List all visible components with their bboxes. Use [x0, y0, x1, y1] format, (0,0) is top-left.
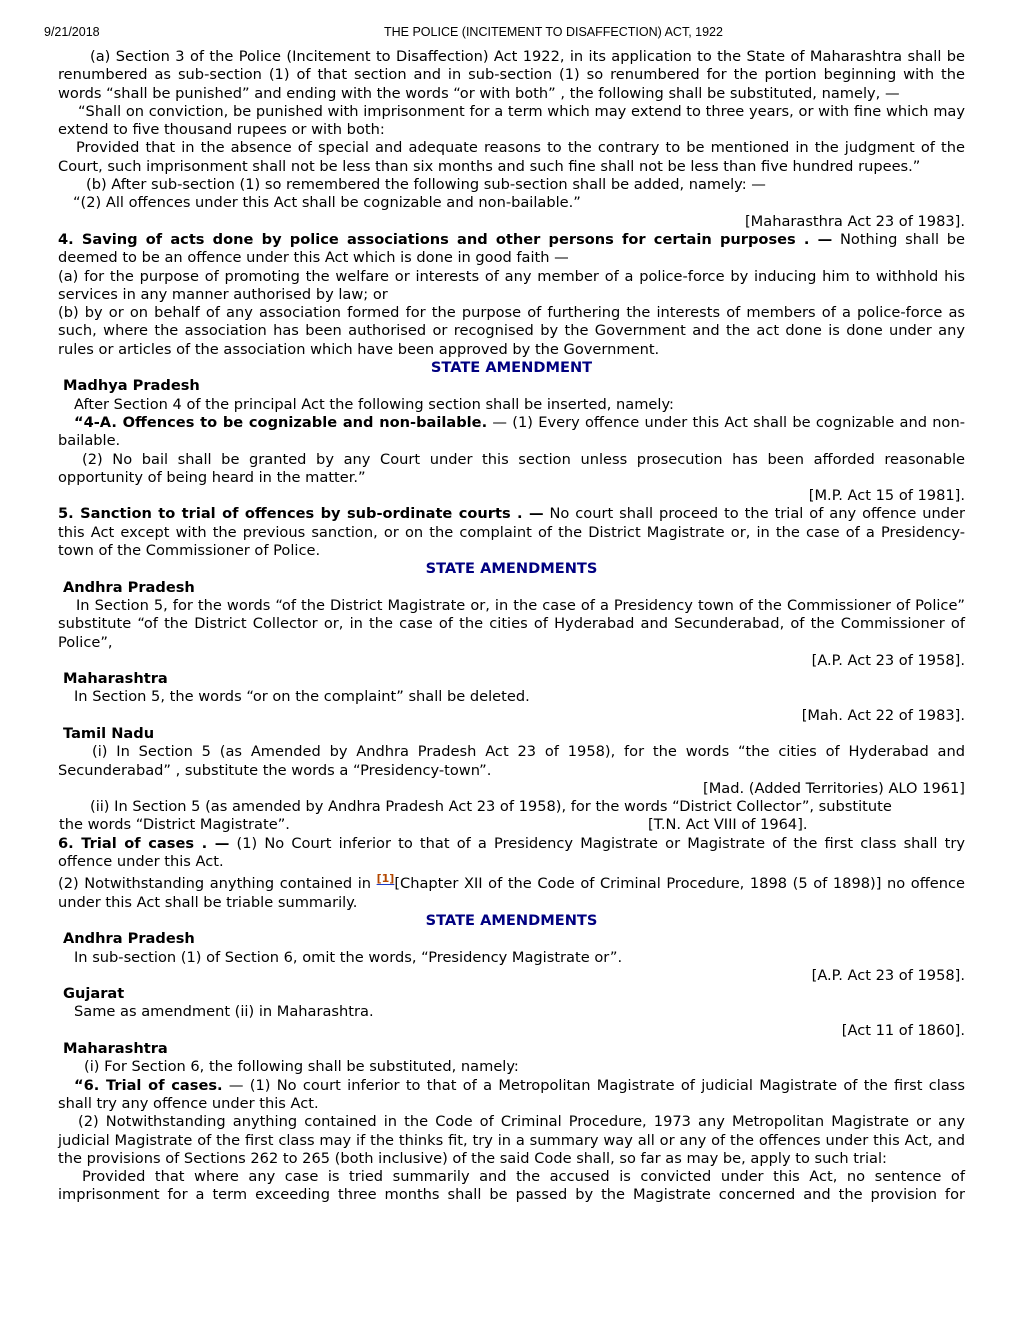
state-name: Gujarat [63, 985, 125, 1003]
state-name: Andhra Pradesh [63, 930, 195, 948]
amendment-text-end [58, 816, 965, 834]
amendment-text: (i) In Section 5 (as Amended by Andhra Pradesh Act 23 of 1958), for the words “the cities of Hyderabad and Secunderabad” , substitute the words a “Presidency-town”. [58, 743, 965, 779]
clause-b: (b) After sub-section (1) so remembered the following sub-section shall be added, namely: — [86, 176, 766, 194]
citation: [T.N. Act VIII of 1964]. [648, 816, 808, 834]
citation: [A.P. Act 23 of 1958]. [811, 651, 965, 669]
section-4-text: Nothing shall be deemed to be an offence under this Act which is done in good faith — [58, 230, 965, 267]
section-5-text: No court shall proceed to the trial of any offence under this Act except with the previous sanction, or on the complaint of the District Magistrate or, in the case of a Presidency-town of the Commissioner of Police. [58, 505, 965, 560]
section-4-clause-b: (b) by or on behalf of any association formed for the purpose of furthering the interests of members of a police-force as such, where the association has been authorised or recognised by the Government and the act done is done under any rules or articles of the association which have been approved by the Government. [58, 304, 965, 358]
amendment-text: Same as amendment (ii) in Maharashtra. [74, 1003, 374, 1021]
footnote-link[interactable]: [1] [376, 872, 395, 886]
print-date: 9/21/2018 [44, 25, 100, 39]
citation: [M.P. Act 15 of 1981]. [808, 487, 965, 505]
page-header-title: THE POLICE (INCITEMENT TO DISAFFECTION) ACT, 1922 [384, 25, 723, 39]
section-4a-text: — (1) Every offence under this Act shall be cognizable and non-bailable. [58, 413, 965, 450]
amendment-text: (i) For Section 6, the following shall be substituted, namely: [84, 1058, 519, 1076]
state-name: Andhra Pradesh [63, 578, 195, 596]
section-4a-2: (2) No bail shall be granted by any Court under this section unless prosecution has been afforded reasonable opportunity of being heard in the matter.” [58, 450, 965, 486]
substituted-proviso: Provided that where any case is tried summarily and the accused is convicted under this Act, no sentence of imprisonment for a term exceeding three months shall be passed by the Magistrate concerned and the provision for [58, 1168, 965, 1204]
section-6-heading: 6. Trial of cases . — [58, 834, 230, 852]
section-4a-heading: “4-A. Offences to be cognizable and non-bailable. [74, 413, 488, 431]
section-6-2 [58, 872, 965, 912]
section-6 [58, 835, 965, 872]
state-name: Madhya Pradesh [63, 377, 200, 395]
section-6-2-text-rest: [Chapter XII of the Code of Criminal Procedure, 1898 (5 of 1898)] no offence under this Act shall be triable summarily. [58, 875, 965, 911]
subsection-2: “(2) All offences under this Act shall be cognizable and non-bailable.” [73, 194, 581, 212]
section-4a [58, 414, 965, 451]
state-name: Tamil Nadu [63, 724, 155, 742]
substituted-section-6 [58, 1077, 965, 1114]
citation: [Mah. Act 22 of 1983]. [801, 706, 965, 724]
section-6-2-text: (2) Notwithstanding anything contained in [58, 875, 377, 893]
amendment-text: In Section 5, for the words “of the District Magistrate or, in the case of a Presidency town of the Commissioner of Police” substitute “of the District Collector or, in the case of the cities of Hyderabad and Secunderabad, of the Commissioner of Police”, [58, 596, 965, 651]
state-amendments-heading: STATE AMENDMENTS [425, 911, 598, 929]
state-name: Maharashtra [63, 670, 168, 688]
citation: [Mad. (Added Territories) ALO 1961] [703, 779, 965, 797]
clause-a: (a) Section 3 of the Police (Incitement to Disaffection) Act 1922, in its application to the State of Maharashtra shall be renumbered as sub-section (1) of that section and in sub-section (1) so renumbered for the portion beginning with the words “shall be punished” and ending with the words “or with both” , the following shall be substituted, namely, — [58, 48, 965, 102]
substituted-section-6-heading: “6. Trial of cases. [74, 1076, 223, 1094]
citation: [A.P. Act 23 of 1958]. [811, 966, 965, 984]
section-5-heading: 5. Sanction to trial of offences by sub-ordinate courts . — [58, 505, 544, 523]
section-4 [58, 231, 965, 268]
state-amendment-heading: STATE AMENDMENT [430, 359, 593, 377]
section-5 [58, 505, 965, 560]
state-name: Maharashtra [63, 1040, 168, 1058]
amendment-text: (ii) In Section 5 (as amended by Andhra Pradesh Act 23 of 1958), for the words “District Collector”, substitute [90, 798, 892, 816]
citation: [Maharasthra Act 23 of 1983]. [744, 212, 965, 230]
citation: [Act 11 of 1860]. [841, 1021, 965, 1039]
substituted-section-6-text: — (1) No court inferior to that of a Metropolitan Magistrate of judicial Magistrate of the first class shall try any offence under this Act. [58, 1076, 965, 1112]
amendment-text: After Section 4 of the principal Act the following section shall be inserted, namely: [74, 395, 674, 413]
amendment-text-tail: the words “District Magistrate”. [59, 816, 290, 834]
section-4-clause-a: (a) for the purpose of promoting the welfare or interests of any member of a police-force by inducing him to withhold his services in any manner authorised by law; or [58, 267, 965, 303]
substituted-section-6-2: (2) Notwithstanding anything contained in the Code of Criminal Procedure, 1973 any Metropolitan Magistrate or any judicial Magistrate of the first class may if the thinks fit, try in a summary way all or any of the offences under this Act, and the provisions of Sections 262 to 265 (both inclusive) of the said Code shall, so far as may be, apply to such trial: [58, 1113, 965, 1167]
proviso: Provided that in the absence of special and adequate reasons to the contrary to be mentioned in the judgment of the Court, such imprisonment shall not be less than six months and such fine shall not be less than five hundred rupees.” [58, 139, 965, 175]
substituted-text: “Shall on conviction, be punished with imprisonment for a term which may extend to three years, or with fine which may extend to five thousand rupees or with both: [58, 102, 965, 139]
amendment-text: In sub-section (1) of Section 6, omit the words, “Presidency Magistrate or”. [74, 948, 623, 966]
document-body [58, 48, 965, 1205]
section-6-text: (1) No Court inferior to that of a Presidency Magistrate or Magistrate of the first class shall try offence under this Act. [58, 834, 965, 871]
amendment-text: In Section 5, the words “or on the complaint” shall be deleted. [74, 688, 530, 706]
state-amendments-heading: STATE AMENDMENTS [425, 560, 598, 578]
section-4-heading: 4. Saving of acts done by police associations and other persons for certain purposes . — [58, 230, 833, 248]
